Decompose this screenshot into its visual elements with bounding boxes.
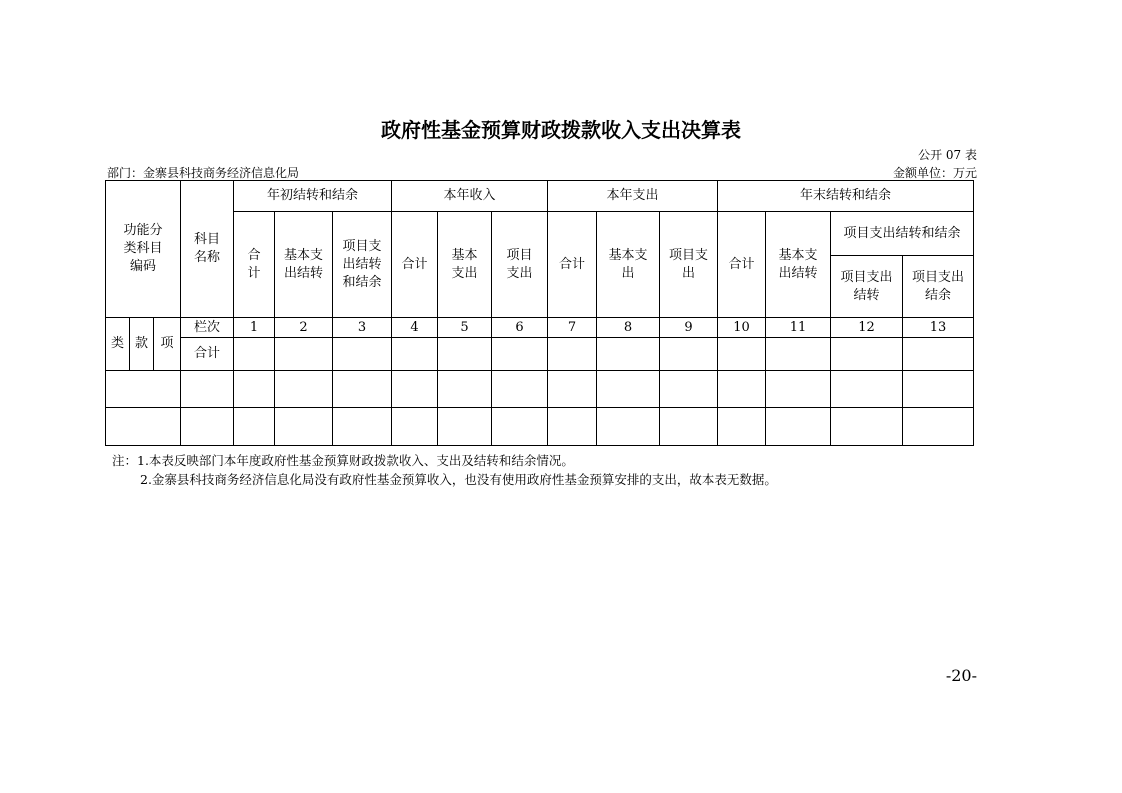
table-title: 政府性基金预算财政拨款收入支出决算表 [381,118,741,142]
col-number: 4 [392,318,438,338]
header-func-class: 功能分类科目编码 [106,181,181,318]
header-end-basic-carry: 基本支出结转 [766,212,831,318]
table-cell [903,408,974,446]
table-cell [831,338,903,371]
table-cell [181,371,234,408]
note-1: 注：1.本表反映部门本年度政府性基金预算财政拨款收入、支出及结转和结余情况。 [112,453,574,468]
table-cell [597,371,660,408]
table-cell [597,408,660,446]
table-cell [492,338,548,371]
table-cell [392,408,438,446]
header-expense-basic: 基本支出 [597,212,660,318]
table-cell [492,371,548,408]
table-cell [392,371,438,408]
note-2: 2.金寨县科技商务经济信息化局没有政府性基金预算收入，也没有使用政府性基金预算安排的支出，故本表无数据。 [140,472,777,487]
header-begin-total: 合计 [234,212,275,318]
header-end-total: 合计 [718,212,766,318]
table-row [106,408,974,446]
table-cell [106,408,181,446]
header-lanci: 栏次 [181,318,234,338]
table-cell [492,408,548,446]
header-end-project-balance: 项目支出结余 [903,256,974,318]
table-cell [438,371,492,408]
col-number: 8 [597,318,660,338]
header-lei: 类 [106,318,130,371]
table-cell [831,408,903,446]
table-cell [392,338,438,371]
table-cell [438,408,492,446]
table-cell [333,338,392,371]
table-cell [548,371,597,408]
col-number: 11 [766,318,831,338]
header-group-income: 本年收入 [392,181,548,212]
header-expense-project: 项目支出 [660,212,718,318]
header-group-expense: 本年支出 [548,181,718,212]
table-cell [438,338,492,371]
col-number: 7 [548,318,597,338]
table-row [106,371,974,408]
col-number: 2 [275,318,333,338]
table-cell [234,408,275,446]
table-cell [718,371,766,408]
table-cell [903,338,974,371]
sum-row-label: 合计 [181,338,234,371]
notes [112,451,777,489]
header-kuan: 款 [130,318,154,371]
table-cell [660,371,718,408]
col-number: 5 [438,318,492,338]
table-cell [766,338,831,371]
table-cell [766,371,831,408]
col-number: 9 [660,318,718,338]
header-group-end: 年末结转和结余 [718,181,974,212]
table-cell [718,338,766,371]
col-number: 10 [718,318,766,338]
header-income-project: 项目支出 [492,212,548,318]
table-cell [660,338,718,371]
table-cell [548,408,597,446]
table-cell [766,408,831,446]
table-cell [275,371,333,408]
header-begin-project-carry-balance: 项目支出结转和结余 [333,212,392,318]
col-number: 6 [492,318,548,338]
table-cell [660,408,718,446]
amount-unit-label: 金额单位：万元 [892,166,977,180]
budget-table [105,180,974,446]
department-label: 部门：金寨县科技商务经济信息化局 [107,166,300,180]
table-cell [903,371,974,408]
col-number: 3 [333,318,392,338]
header-group-begin: 年初结转和结余 [234,181,392,212]
table-cell [234,338,275,371]
header-end-project-carry: 项目支出结转 [831,256,903,318]
table-cell [106,371,181,408]
header-income-basic: 基本支出 [438,212,492,318]
table-cell [333,408,392,446]
table-code: 公开 07 表 [918,148,977,162]
header-xiang: 项 [154,318,181,371]
page-number: -20- [945,666,977,685]
table-cell [333,371,392,408]
table-cell [597,338,660,371]
table-cell [275,408,333,446]
table-cell [831,371,903,408]
header-begin-basic-carry: 基本支出结转 [275,212,333,318]
col-number: 13 [903,318,974,338]
col-number: 1 [234,318,275,338]
header-expense-total: 合计 [548,212,597,318]
col-number: 12 [831,318,903,338]
header-end-project-group: 项目支出结转和结余 [831,212,974,256]
table-cell [181,408,234,446]
table-cell [718,408,766,446]
table-cell [275,338,333,371]
table-cell [548,338,597,371]
header-subject-name: 科目名称 [181,181,234,318]
table-cell [234,371,275,408]
header-income-total: 合计 [392,212,438,318]
